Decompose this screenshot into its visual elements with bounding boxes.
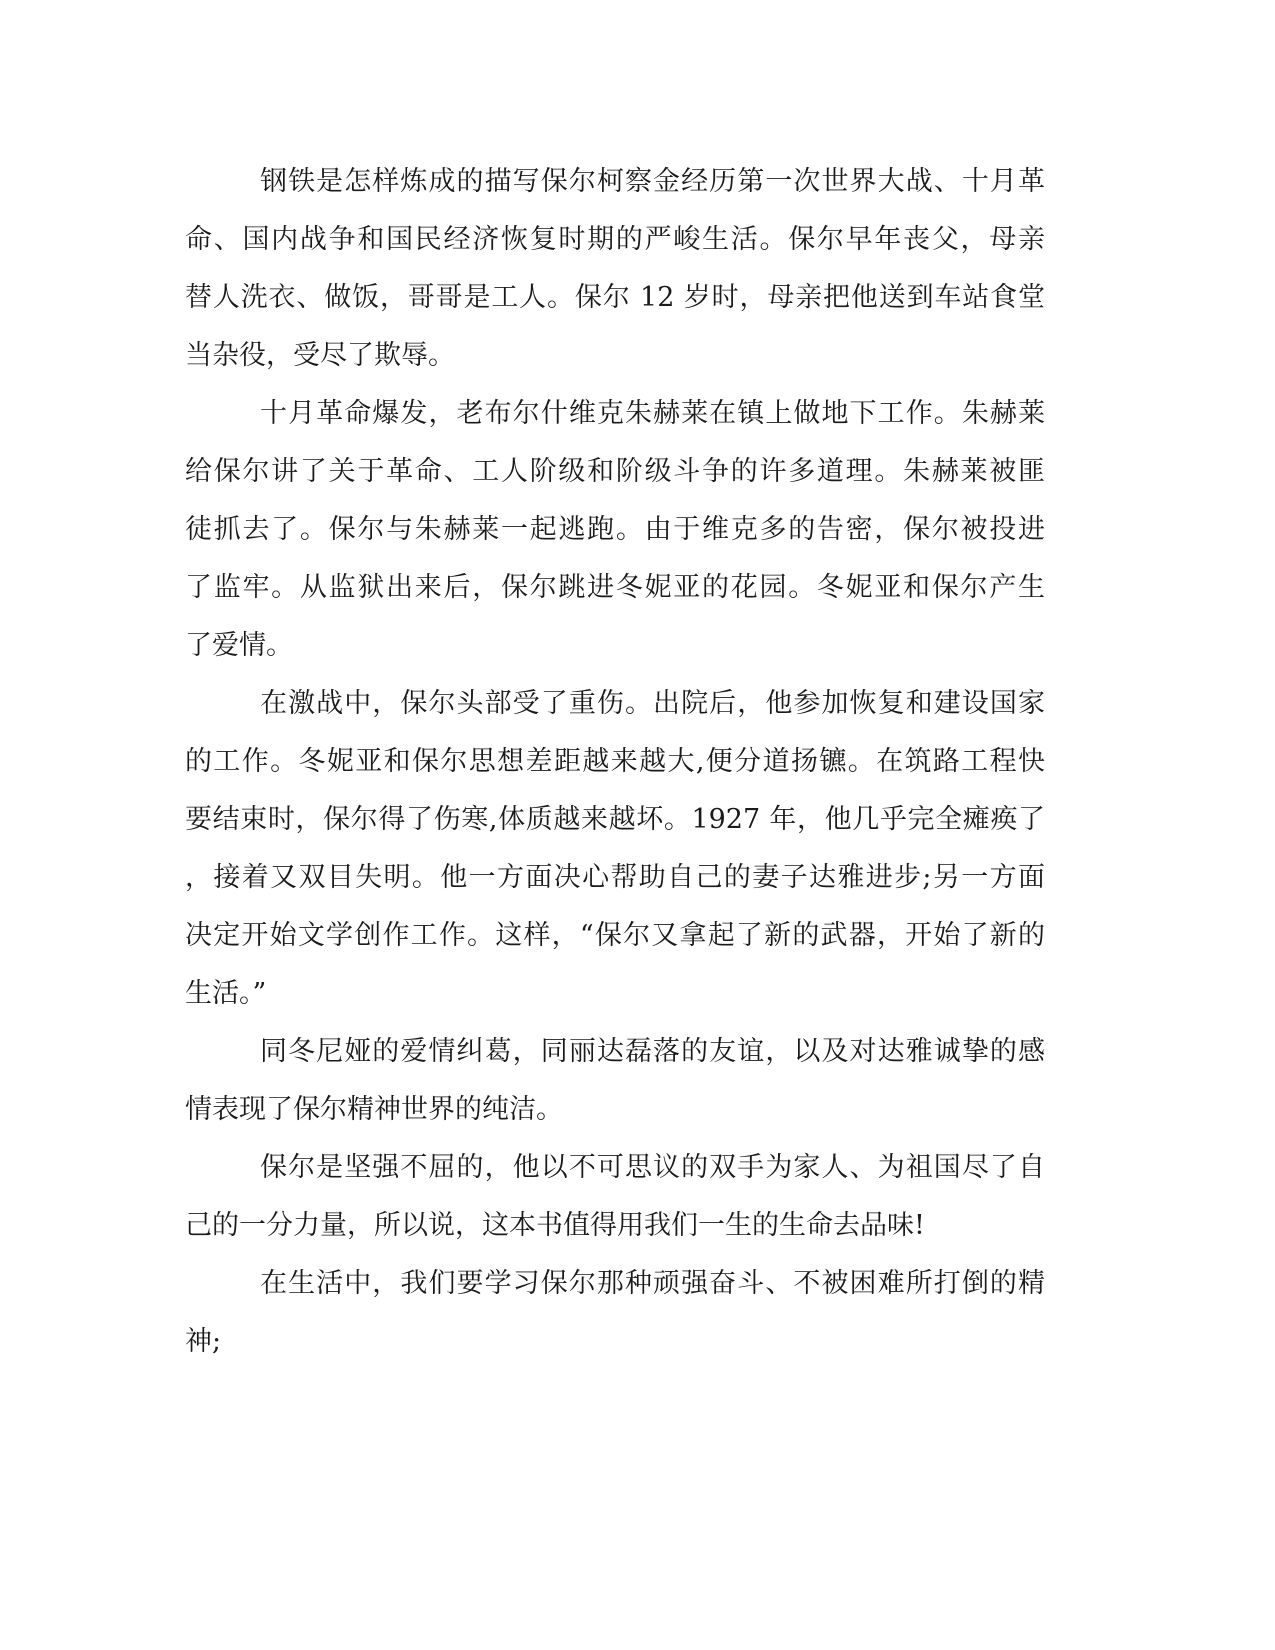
paragraph-4-line-2: 情表现了保尔精神世界的纯洁。 bbox=[185, 1094, 563, 1125]
paragraph-2-line-3: 徒抓去了。保尔与朱赫莱一起逃跑。由于维克多的告密，保尔被投进 bbox=[185, 514, 1045, 545]
paragraph-3-line-3: 要结束时，保尔得了伤寒,体质越来越坏。1927 年，他几乎完全瘫痪了 bbox=[185, 804, 1045, 835]
paragraph-2-line-5: 了爱情。 bbox=[185, 630, 293, 661]
paragraph-6-line-1: 在生活中，我们要学习保尔那种顽强奋斗、不被困难所打倒的精 bbox=[260, 1268, 1045, 1299]
paragraph-1-line-1: 钢铁是怎样炼成的描写保尔柯察金经历第一次世界大战、十月革 bbox=[260, 166, 1045, 197]
paragraph-3-line-6: 生活。” bbox=[185, 978, 267, 1009]
paragraph-3-line-2: 的工作。冬妮亚和保尔思想差距越来越大,便分道扬镳。在筑路工程快 bbox=[185, 746, 1045, 777]
paragraph-3-line-1: 在激战中，保尔头部受了重伤。出院后，他参加恢复和建设国家 bbox=[260, 688, 1045, 719]
paragraph-6-line-2: 神; bbox=[185, 1326, 222, 1357]
paragraph-1-line-4: 当杂役，受尽了欺辱。 bbox=[185, 340, 455, 371]
paragraph-4-line-1: 同冬尼娅的爱情纠葛，同丽达磊落的友谊，以及对达雅诚挚的感 bbox=[260, 1036, 1045, 1067]
paragraph-2-line-4: 了监牢。从监狱出来后，保尔跳进冬妮亚的花园。冬妮亚和保尔产生 bbox=[185, 572, 1045, 603]
paragraph-2-line-1: 十月革命爆发，老布尔什维克朱赫莱在镇上做地下工作。朱赫莱 bbox=[260, 398, 1045, 429]
paragraph-3-line-5: 决定开始文学创作工作。这样，“保尔又拿起了新的武器，开始了新的 bbox=[185, 920, 1045, 951]
paragraph-5-line-2: 己的一分力量，所以说，这本书值得用我们一生的生命去品味! bbox=[185, 1210, 925, 1241]
paragraph-1-line-3: 替人洗衣、做饭，哥哥是工人。保尔 12 岁时，母亲把他送到车站食堂 bbox=[185, 282, 1045, 313]
paragraph-3-line-4: ，接着又双目失明。他一方面决心帮助自己的妻子达雅进步;另一方面 bbox=[185, 862, 1045, 893]
paragraph-1-line-2: 命、国内战争和国民经济恢复时期的严峻生活。保尔早年丧父，母亲 bbox=[185, 224, 1045, 255]
paragraph-5-line-1: 保尔是坚强不屈的，他以不可思议的双手为家人、为祖国尽了自 bbox=[260, 1152, 1045, 1183]
paragraph-2-line-2: 给保尔讲了关于革命、工人阶级和阶级斗争的许多道理。朱赫莱被匪 bbox=[185, 456, 1045, 487]
